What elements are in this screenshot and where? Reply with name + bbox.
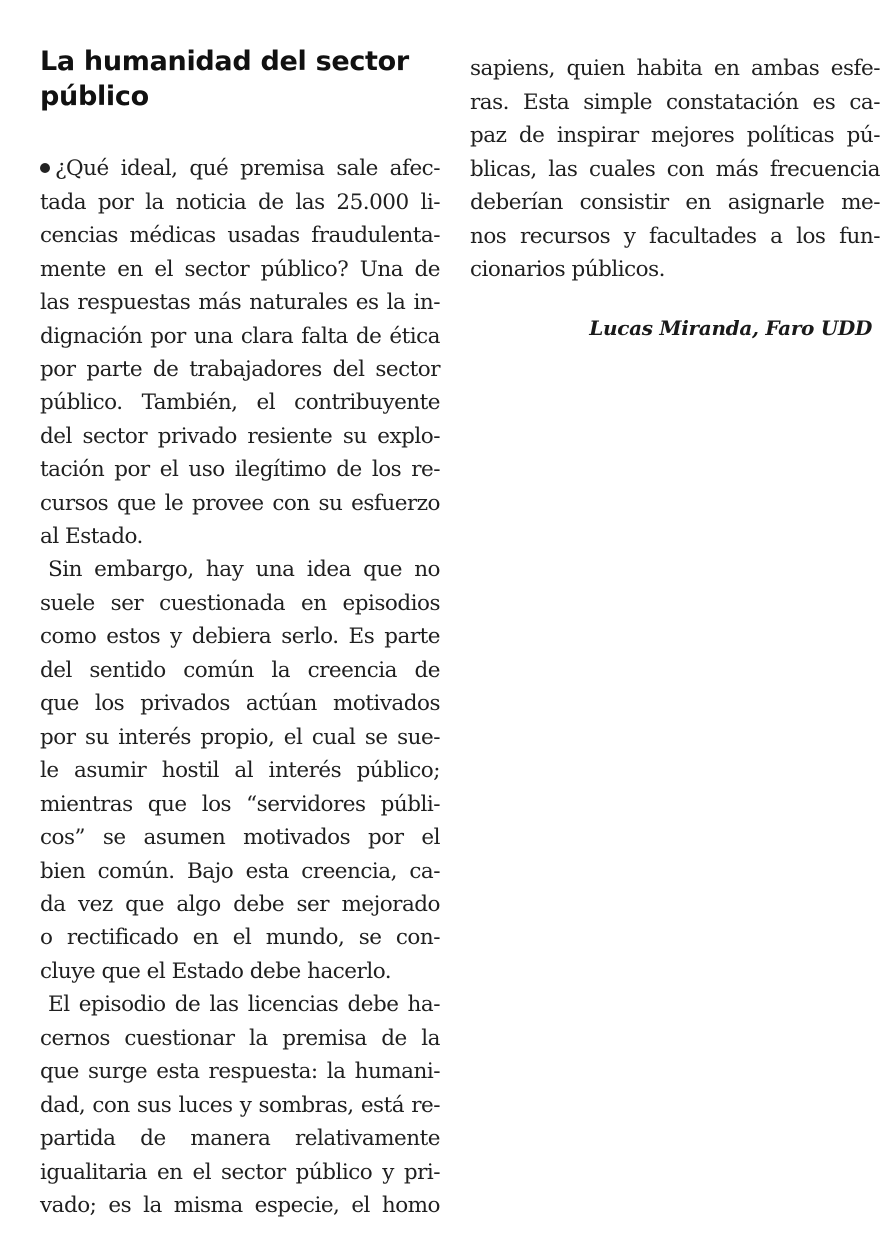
body-line: por parte de trabajadores del sector <box>40 357 440 382</box>
body-line: suele ser cuestionada en episodios <box>40 591 440 616</box>
body-line: paz de inspirar mejores políticas pú- <box>470 123 880 148</box>
body-line: dad, con sus luces y sombras, está re- <box>40 1093 440 1118</box>
body-line: da vez que algo debe ser mejorado <box>40 892 440 917</box>
body-line: partida de manera relativamente <box>40 1126 440 1151</box>
body-line: blicas, las cuales con más frecuencia <box>470 157 880 182</box>
body-line: Sin embargo, hay una idea que no <box>48 557 440 582</box>
body-line: vado; es la misma especie, el homo <box>40 1193 440 1218</box>
body-line: mientras que los “servidores públi- <box>40 792 440 817</box>
body-line: cionarios públicos. <box>470 257 665 282</box>
body-line: del sentido común la creencia de <box>40 658 440 683</box>
body-line: nos recursos y facultades a los fun- <box>470 224 880 249</box>
body-line: o rectificado en el mundo, se con- <box>40 925 440 950</box>
body-line: como estos y debiera serlo. Es parte <box>40 624 440 649</box>
body-line: ras. Esta simple constatación es ca- <box>470 90 880 115</box>
body-line: cursos que le provee con su esfuerzo <box>40 491 440 516</box>
body-line: mente en el sector público? Una de <box>40 257 440 282</box>
body-line: que surge esta respuesta: la humani- <box>40 1059 440 1084</box>
body-line: bien común. Bajo esta creencia, ca- <box>40 859 440 884</box>
body-line: por su interés propio, el cual se sue- <box>40 725 440 750</box>
body-line: cos” se asumen motivados por el <box>40 825 440 850</box>
bullet-icon <box>40 163 50 173</box>
body-line: público. También, el contribuyente <box>40 390 440 415</box>
body-line: dignación por una clara falta de ética <box>40 324 440 349</box>
body-line: tación por el uso ilegítimo de los re- <box>40 457 440 482</box>
body-line: las respuestas más naturales es la in- <box>40 290 440 315</box>
body-line: tada por la noticia de las 25.000 li- <box>40 190 440 215</box>
body-line: sapiens, quien habita en ambas esfe- <box>470 56 880 81</box>
author-signature: Lucas Miranda, Faro UDD <box>589 316 872 340</box>
body-line: ¿Qué ideal, qué premisa sale afec- <box>40 152 440 186</box>
body-line: al Estado. <box>40 524 143 549</box>
body-line: El episodio de las licencias debe ha- <box>48 992 440 1017</box>
body-line: le asumir hostil al interés público; <box>40 758 440 783</box>
body-line: cluye que el Estado debe hacerlo. <box>40 959 392 984</box>
body-line: cernos cuestionar la premisa de la <box>40 1026 440 1051</box>
body-line: deberían consistir en asignarle me- <box>470 190 880 215</box>
article-title: La humanidad del sector público <box>40 46 409 112</box>
body-line: del sector privado resiente su explo- <box>40 424 440 449</box>
body-line: cencias médicas usadas fraudulenta- <box>40 223 440 248</box>
body-line: que los privados actúan motivados <box>40 691 440 716</box>
body-line: igualitaria en el sector público y pri- <box>40 1160 440 1185</box>
